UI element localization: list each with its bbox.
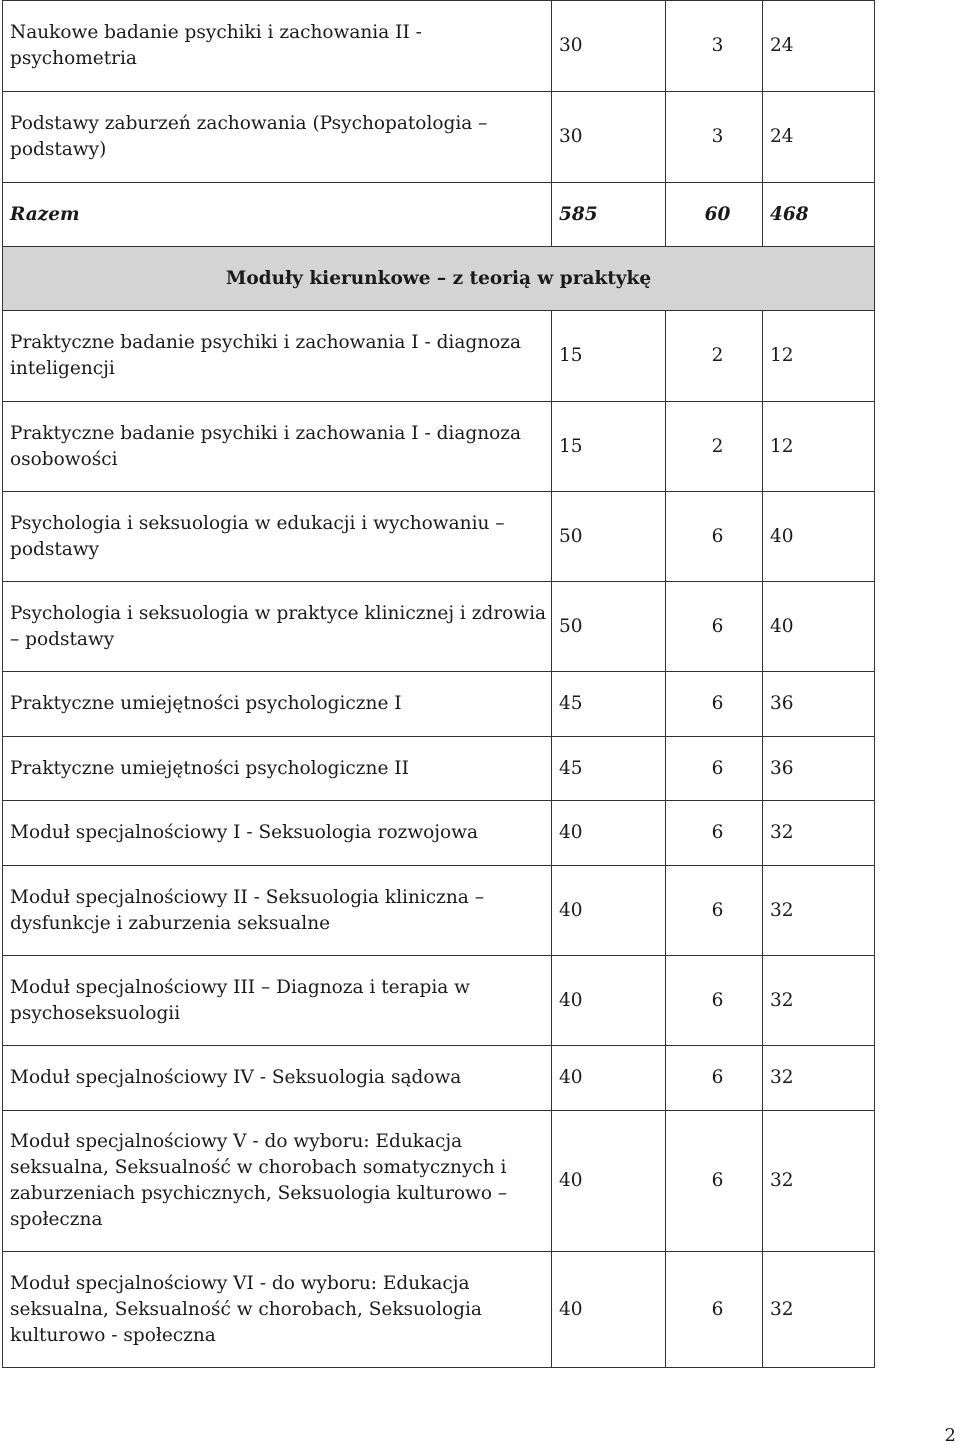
course-name: Moduł specjalnościowy VI - do wyboru: Edukacja seksualna, Seksualność w chorobach, Seksuologia kulturowo - społeczna xyxy=(3,1252,552,1368)
table-row xyxy=(3,582,875,672)
course-name: Moduł specjalnościowy I - Seksuologia rozwojowa xyxy=(3,801,552,866)
table-row xyxy=(3,1252,875,1368)
course-name: Psychologia i seksuologia w edukacji i wychowaniu – podstawy xyxy=(3,492,552,582)
ects-cell: 6 xyxy=(666,672,763,737)
hours-cell: 15 xyxy=(552,311,666,402)
contact-hours-cell: 36 xyxy=(763,737,875,801)
contact-hours-cell: 40 xyxy=(763,582,875,672)
table-row xyxy=(3,956,875,1046)
table-row xyxy=(3,92,875,183)
ects-cell: 2 xyxy=(666,311,763,402)
contact-hours-cell: 468 xyxy=(763,183,875,247)
table-row xyxy=(3,402,875,492)
contact-hours-cell: 40 xyxy=(763,492,875,582)
hours-cell: 30 xyxy=(552,1,666,92)
table-row xyxy=(3,672,875,737)
hours-cell: 585 xyxy=(552,183,666,247)
curriculum-table xyxy=(2,0,875,1368)
table-row xyxy=(3,1046,875,1111)
course-name: Moduł specjalnościowy V - do wyboru: Edukacja seksualna, Seksualność w chorobach somatycznych i zaburzeniach psychicznych, Seksuologia kulturowo – społeczna xyxy=(3,1111,552,1252)
hours-cell: 50 xyxy=(552,492,666,582)
hours-cell: 40 xyxy=(552,1111,666,1252)
hours-cell: 45 xyxy=(552,672,666,737)
table-row xyxy=(3,311,875,402)
hours-cell: 40 xyxy=(552,801,666,866)
table-row xyxy=(3,866,875,956)
contact-hours-cell: 32 xyxy=(763,801,875,866)
ects-cell: 6 xyxy=(666,492,763,582)
contact-hours-cell: 32 xyxy=(763,956,875,1046)
table-row xyxy=(3,737,875,801)
hours-cell: 45 xyxy=(552,737,666,801)
course-name: Praktyczne badanie psychiki i zachowania I - diagnoza inteligencji xyxy=(3,311,552,402)
ects-cell: 3 xyxy=(666,92,763,183)
hours-cell: 40 xyxy=(552,956,666,1046)
section-header-row xyxy=(3,247,875,311)
course-name: Praktyczne umiejętności psychologiczne II xyxy=(3,737,552,801)
hours-cell: 50 xyxy=(552,582,666,672)
contact-hours-cell: 32 xyxy=(763,1046,875,1111)
contact-hours-cell: 24 xyxy=(763,92,875,183)
table-row xyxy=(3,492,875,582)
course-name: Praktyczne badanie psychiki i zachowania I - diagnoza osobowości xyxy=(3,402,552,492)
contact-hours-cell: 32 xyxy=(763,1111,875,1252)
ects-cell: 6 xyxy=(666,737,763,801)
ects-cell: 6 xyxy=(666,801,763,866)
contact-hours-cell: 12 xyxy=(763,311,875,402)
contact-hours-cell: 32 xyxy=(763,1252,875,1368)
course-name: Moduł specjalnościowy III – Diagnoza i terapia w psychoseksuologii xyxy=(3,956,552,1046)
ects-cell: 6 xyxy=(666,582,763,672)
table-row xyxy=(3,1,875,92)
page-number: 2 xyxy=(944,1425,956,1446)
ects-cell: 6 xyxy=(666,1046,763,1111)
course-name: Praktyczne umiejętności psychologiczne I xyxy=(3,672,552,737)
ects-cell: 6 xyxy=(666,956,763,1046)
ects-cell: 6 xyxy=(666,1111,763,1252)
ects-cell: 2 xyxy=(666,402,763,492)
hours-cell: 15 xyxy=(552,402,666,492)
course-name: Naukowe badanie psychiki i zachowania II - psychometria xyxy=(3,1,552,92)
course-name: Moduł specjalnościowy II - Seksuologia kliniczna – dysfunkcje i zaburzenia seksualne xyxy=(3,866,552,956)
hours-cell: 40 xyxy=(552,1252,666,1368)
hours-cell: 30 xyxy=(552,92,666,183)
table-row xyxy=(3,801,875,866)
contact-hours-cell: 12 xyxy=(763,402,875,492)
course-name: Podstawy zaburzeń zachowania (Psychopatologia – podstawy) xyxy=(3,92,552,183)
contact-hours-cell: 36 xyxy=(763,672,875,737)
ects-cell: 3 xyxy=(666,1,763,92)
ects-cell: 6 xyxy=(666,1252,763,1368)
ects-cell: 60 xyxy=(666,183,763,247)
section-title: Moduły kierunkowe – z teorią w praktykę xyxy=(3,247,875,311)
contact-hours-cell: 24 xyxy=(763,1,875,92)
course-name: Moduł specjalnościowy IV - Seksuologia sądowa xyxy=(3,1046,552,1111)
hours-cell: 40 xyxy=(552,866,666,956)
course-name: Psychologia i seksuologia w praktyce klinicznej i zdrowia – podstawy xyxy=(3,582,552,672)
total-label: Razem xyxy=(3,183,552,247)
contact-hours-cell: 32 xyxy=(763,866,875,956)
table-row xyxy=(3,1111,875,1252)
ects-cell: 6 xyxy=(666,866,763,956)
hours-cell: 40 xyxy=(552,1046,666,1111)
total-row xyxy=(3,183,875,247)
